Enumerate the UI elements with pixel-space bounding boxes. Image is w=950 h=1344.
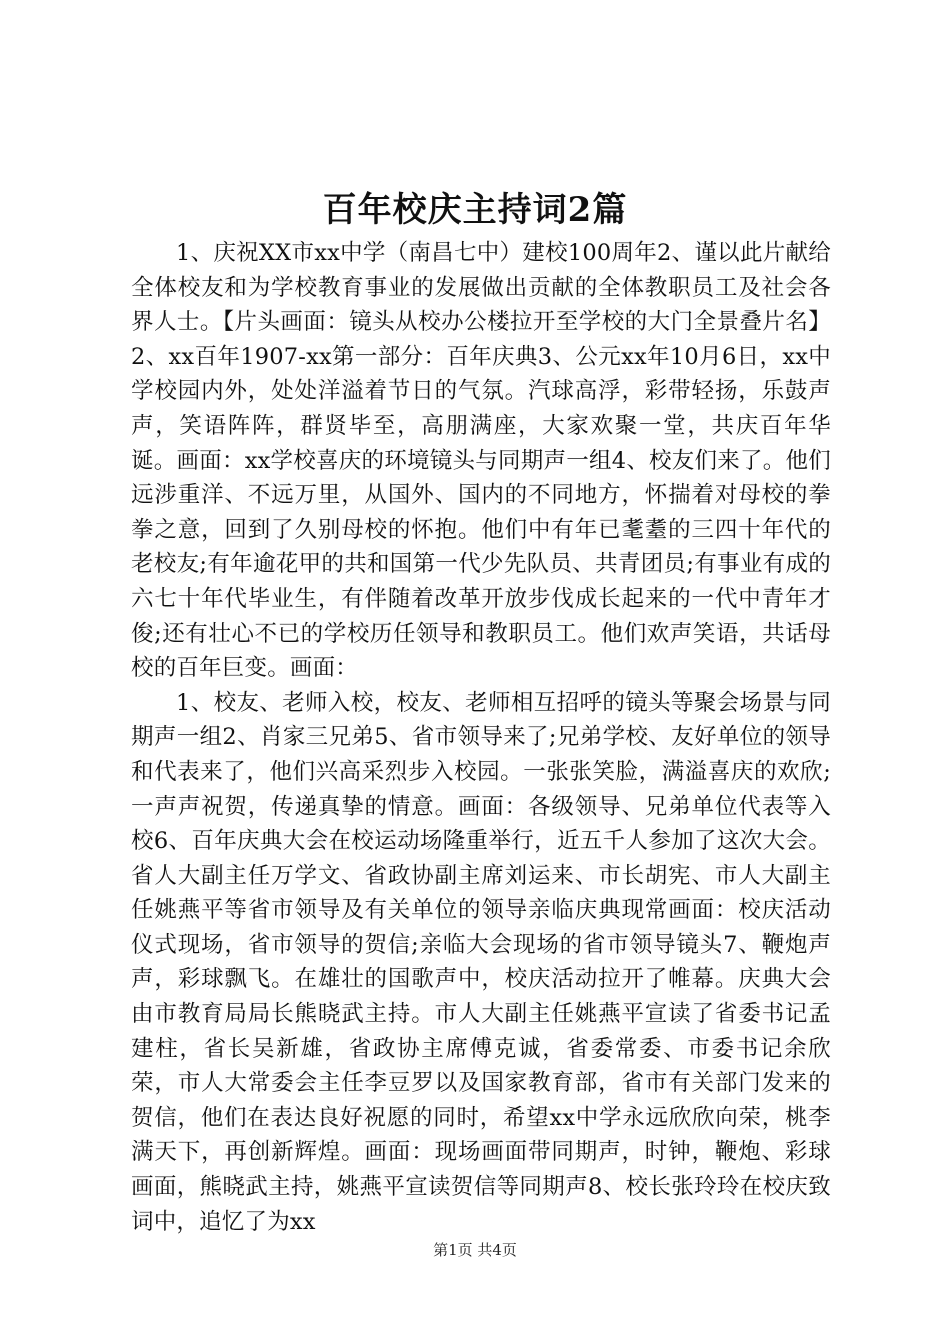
document-body — [131, 236, 831, 1239]
page-number-footer: 第1页 共4页 — [433, 1241, 517, 1259]
body-paragraph: 1、庆祝XX市xx中学（南昌七中）建校100周年2、谨以此片献给全体校友和为学校教育事业的发展做出贡献的全体教职员工及社会各界人士。【片头画面：镜头从校办公楼拉开至学校的大门全景叠片名】2、xx百年1907-xx第一部分：百年庆典3、公元xx年10月6日，xx中学校园内外，处处洋溢着节日的气氛。汽球高浮，彩带轻扬，乐鼓声声，笑语阵阵，群贤毕至，高朋满座，大家欢聚一堂，共庆百年华诞。画面：xx学校喜庆的环境镜头与同期声一组4、校友们来了。他们远涉重洋、不远万里，从国外、国内的不同地方，怀揣着对母校的拳拳之意，回到了久别母校的怀抱。他们中有年已耄耋的三四十年代的老校友;有年逾花甲的共和国第一代少先队员、共青团员;有事业有成的六七十年代毕业生，有伴随着改革开放步伐成长起来的一代中青年才俊;还有壮心不已的学校历任领导和教职员工。他们欢声笑语，共话母校的百年巨变。画面： — [131, 240, 831, 682]
body-paragraph: 1、校友、老师入校，校友、老师相互招呼的镜头等聚会场景与同期声一组2、肖家三兄弟5、省市领导来了;兄弟学校、友好单位的领导和代表来了，他们兴高采烈步入校园。一张张笑脸，满溢喜庆的欢欣;一声声祝贺，传递真挚的情意。画面：各级领导、兄弟单位代表等入校6、百年庆典大会在校运动场隆重举行，近五千人参加了这次大会。省人大副主任万学文、省政协副主席刘运来、市长胡宪、市人大副主任姚燕平等省市领导及有关单位的领导亲临庆典现常画面：校庆活动仪式现场，省市领导的贺信;亲临大会现场的省市领导镜头7、鞭炮声声，彩球飘飞。在雄壮的国歌声中，校庆活动拉开了帷幕。庆典大会由市教育局局长熊晓武主持。市人大副主任姚燕平宣读了省委书记孟建柱，省长吴新雄，省政协主席傅克诚，省委常委、市委书记余欣荣，市人大常委会主任李豆罗以及国家教育部，省市有关部门发来的贺信，他们在表达良好祝愿的同时，希望xx中学永远欣欣向荣，桃李满天下，再创新辉煌。画面：现场画面带同期声，时钟，鞭炮、彩球画面，熊晓武主持，姚燕平宣读贺信等同期声8、校长张玲玲在校庆致词中，追忆了为xx — [131, 689, 831, 1235]
document-title: 百年校庆主持词2篇 — [322, 190, 628, 230]
